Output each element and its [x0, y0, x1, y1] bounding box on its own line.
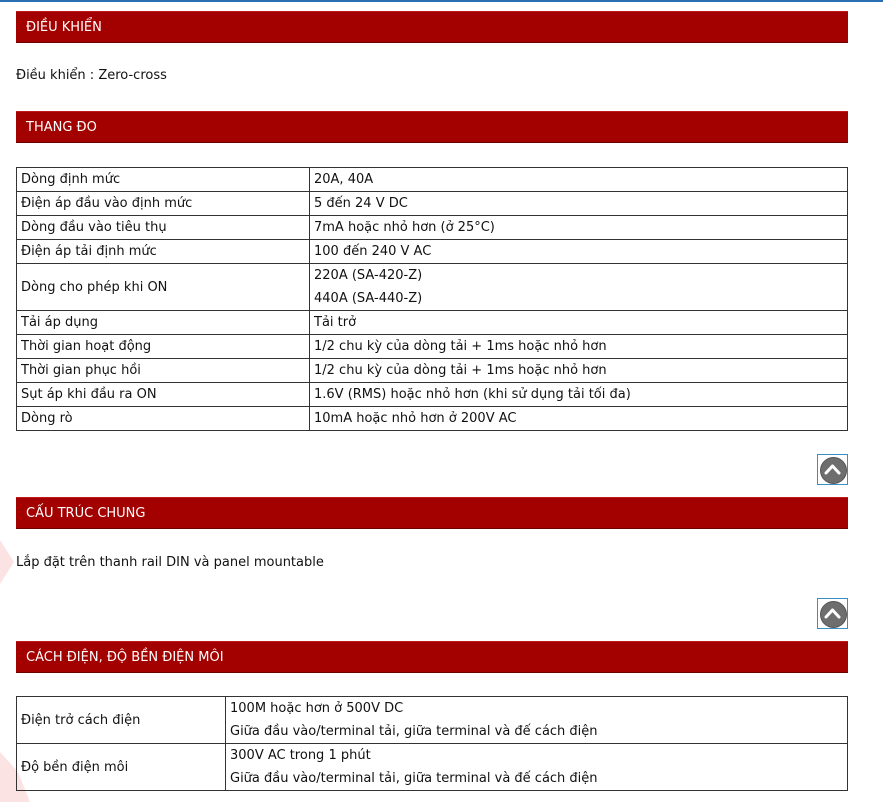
table-row	[17, 216, 848, 240]
row-value	[310, 264, 848, 311]
back-to-top-button[interactable]	[817, 454, 848, 485]
table-row	[17, 240, 848, 264]
row-label: Dòng đầu vào tiêu thụ	[17, 216, 310, 240]
section-header-cau-truc-chung	[16, 497, 848, 529]
value-line: 1.6V (RMS) hoặc nhỏ hơn (khi sử dụng tải tối đa)	[314, 387, 631, 402]
section-title: CÁCH ĐIỆN, ĐỘ BỀN ĐIỆN MÔI	[26, 650, 224, 665]
row-label: Điện áp đầu vào định mức	[17, 192, 310, 216]
row-value	[310, 192, 848, 216]
row-label: Tải áp dụng	[17, 311, 310, 335]
row-value	[310, 240, 848, 264]
table-row	[17, 359, 848, 383]
chevron-up-icon	[823, 605, 842, 621]
thang-do-table	[16, 167, 848, 431]
row-value	[310, 383, 848, 407]
cau-truc-text: Lắp đặt trên thanh rail DIN và panel mountable	[16, 555, 324, 570]
value-line: 7mA hoặc nhỏ hơn (ở 25°C)	[314, 220, 495, 235]
table-row	[17, 744, 848, 791]
value-line: 100M hoặc hơn ở 500V DC	[230, 701, 404, 716]
row-label: Dòng cho phép khi ON	[17, 264, 310, 311]
row-label: Dòng rò	[17, 407, 310, 431]
value-line: 1/2 chu kỳ của dòng tải + 1ms hoặc nhỏ hơn	[314, 339, 607, 354]
dieu-khien-text: Điều khiển : Zero-cross	[16, 68, 167, 83]
value-line: 100 đến 240 V AC	[314, 244, 432, 259]
value-line: Giữa đầu vào/terminal tải, giữa terminal và đế cách điện	[230, 771, 598, 786]
cach-dien-table	[16, 696, 848, 791]
row-label: Thời gian hoạt động	[17, 335, 310, 359]
value-line: 20A, 40A	[314, 172, 374, 187]
row-value	[310, 359, 848, 383]
value-line: 220A (SA-420-Z)	[314, 268, 423, 283]
row-value	[226, 697, 848, 744]
row-label: Độ bền điện môi	[17, 744, 226, 791]
row-label: Dòng định mức	[17, 168, 310, 192]
section-title: ĐIỀU KHIỂN	[26, 20, 102, 35]
section-header-cach-dien	[16, 641, 848, 673]
row-value	[226, 744, 848, 791]
top-border-line	[0, 0, 883, 2]
row-value	[310, 168, 848, 192]
value-line: Tải trở	[314, 315, 357, 330]
chevron-up-icon	[823, 461, 842, 477]
value-line: 10mA hoặc nhỏ hơn ở 200V AC	[314, 411, 517, 426]
table-row	[17, 264, 848, 311]
row-label: Điện áp tải định mức	[17, 240, 310, 264]
value-line: Giữa đầu vào/terminal tải, giữa terminal và đế cách điện	[230, 724, 598, 739]
section-header-thang-do	[16, 111, 848, 143]
table-row	[17, 383, 848, 407]
value-line: 440A (SA-440-Z)	[314, 291, 423, 306]
section-title: CẤU TRÚC CHUNG	[26, 506, 146, 521]
row-value	[310, 311, 848, 335]
row-label: Sụt áp khi đầu ra ON	[17, 383, 310, 407]
row-value	[310, 216, 848, 240]
row-value	[310, 335, 848, 359]
row-label: Thời gian phục hồi	[17, 359, 310, 383]
table-row	[17, 168, 848, 192]
table-row	[17, 407, 848, 431]
table-row	[17, 192, 848, 216]
row-label: Điện trở cách điện	[17, 697, 226, 744]
row-value	[310, 407, 848, 431]
section-title: THANG ĐO	[26, 120, 97, 135]
value-line: 300V AC trong 1 phút	[230, 748, 371, 763]
table-row	[17, 697, 848, 744]
back-to-top-button[interactable]	[817, 598, 848, 629]
table-row	[17, 335, 848, 359]
value-line: 1/2 chu kỳ của dòng tải + 1ms hoặc nhỏ hơn	[314, 363, 607, 378]
table-row	[17, 311, 848, 335]
value-line: 5 đến 24 V DC	[314, 196, 408, 211]
section-header-dieu-khien	[16, 11, 848, 43]
